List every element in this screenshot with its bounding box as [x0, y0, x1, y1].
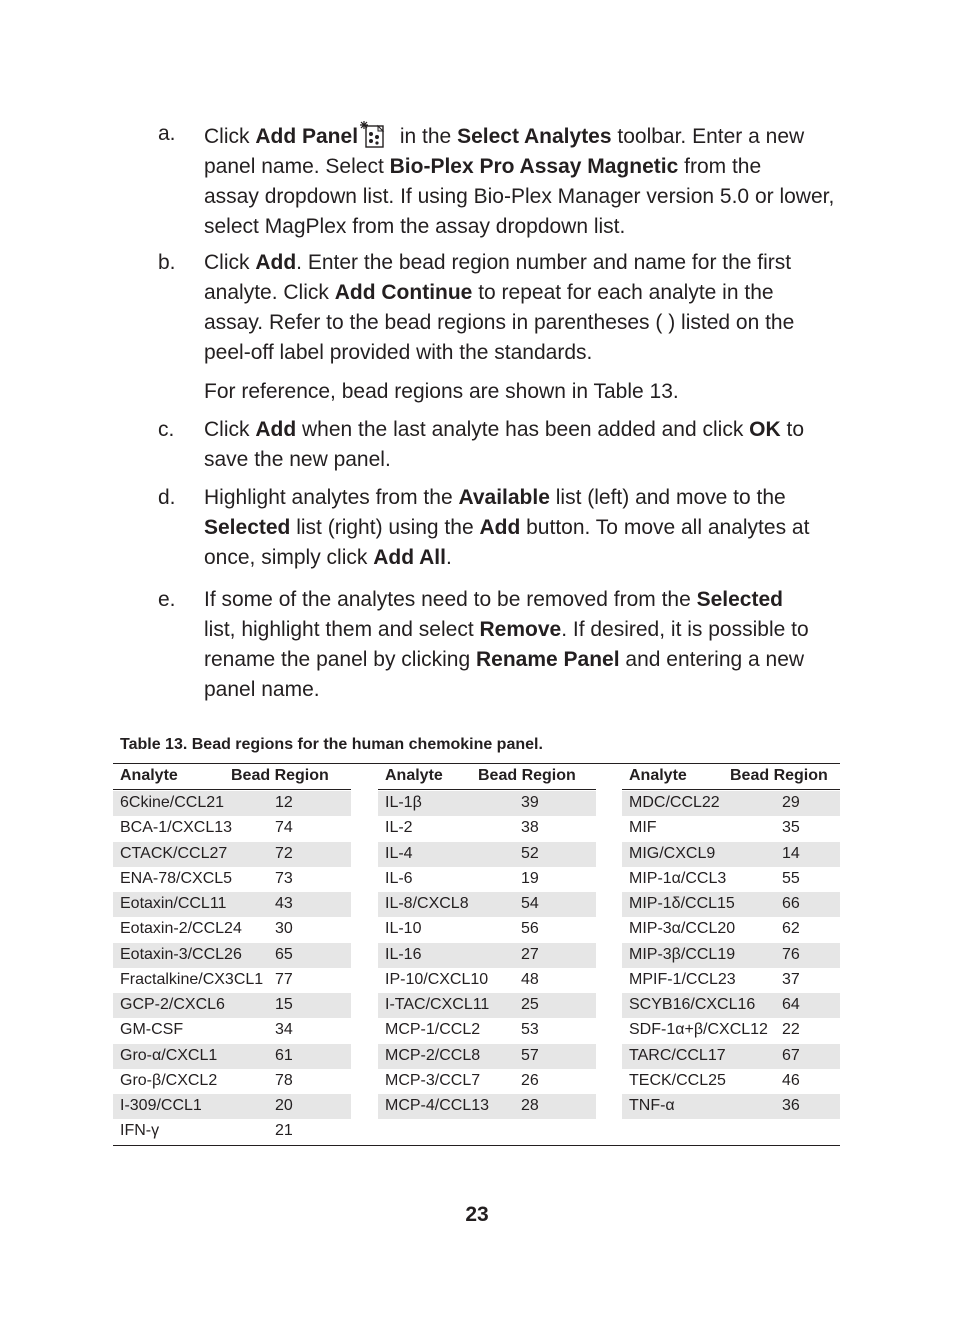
analyte-cell: TNF-α: [629, 1097, 675, 1114]
analyte-cell: SCYB16/CXCL16: [629, 996, 756, 1013]
header-bead-region: Bead Region: [730, 767, 828, 784]
table-row: [113, 1044, 351, 1069]
table-row: [378, 993, 596, 1018]
analyte-cell: MIP-3α/CCL20: [629, 920, 736, 938]
table-row: [113, 943, 351, 968]
bead-region-cell: 67: [782, 1046, 800, 1064]
text-run: Click: [204, 125, 256, 148]
step-line: [204, 338, 844, 368]
analyte-cell: MIP-1α/CCL3: [629, 869, 727, 887]
analyte-cell: IP-10/CXCL10: [385, 970, 489, 988]
table-row: [622, 1018, 840, 1043]
analyte-cell: MIP-3β/CCL19: [629, 945, 736, 963]
analyte-cell: Eotaxin-2/CCL24: [120, 920, 242, 938]
step-text: [204, 377, 844, 407]
step-line: [204, 182, 844, 212]
header-rule: [113, 789, 351, 790]
text-run: Click: [204, 418, 256, 441]
ui-term: OK: [749, 418, 781, 441]
table-row: [378, 867, 596, 892]
table-header: [113, 764, 351, 790]
table-row: [378, 1044, 596, 1069]
ui-term: Bio-Plex Pro Assay Magnetic: [389, 155, 679, 178]
bead-region-cell: 39: [521, 794, 539, 811]
step-line: [204, 483, 844, 513]
analyte-cell: IL-4: [385, 844, 413, 862]
analyte-cell: IL-2: [385, 819, 413, 837]
analyte-cell: TARC/CCL17: [629, 1046, 726, 1064]
text-run: to: [780, 418, 805, 441]
table-row: [378, 943, 596, 968]
analyte-cell: SDF-1α+β/CXCL12: [629, 1021, 768, 1039]
ui-term: Add: [479, 516, 521, 539]
ui-term: Selected: [696, 588, 783, 611]
analyte-cell: Eotaxin/CCL11: [120, 895, 227, 912]
bead-region-cell: 74: [275, 819, 293, 837]
text-run: and entering a new: [619, 648, 805, 671]
table-row: [113, 1018, 351, 1043]
bead-region-cell: 14: [782, 844, 800, 862]
table-row: [113, 968, 351, 993]
ui-term: Available: [458, 486, 550, 509]
table-row: [622, 993, 840, 1018]
bead-region-cell: 22: [782, 1021, 800, 1039]
step-line: [204, 212, 844, 242]
table-row: [113, 892, 351, 917]
step-line: [204, 645, 844, 675]
bead-region-cell: 20: [275, 1097, 293, 1114]
bead-region-cell: 46: [782, 1071, 800, 1089]
table-header: [378, 764, 596, 790]
add-panel-icon: [360, 119, 390, 149]
table-row: [622, 968, 840, 993]
text-run: from the: [678, 155, 762, 178]
analyte-cell: Eotaxin-3/CCL26: [120, 945, 242, 963]
step-letter: e.: [158, 588, 176, 611]
table-row: [622, 1094, 840, 1119]
analyte-cell: GCP-2/CXCL6: [120, 996, 225, 1013]
ui-term: Add Panel: [255, 125, 359, 148]
text-run: save the new panel.: [204, 448, 391, 471]
step-line: [204, 152, 844, 182]
table-row: [378, 968, 596, 993]
text-run: select MagPlex from the assay dropdown list.: [204, 215, 626, 238]
step-line: [204, 445, 844, 475]
analyte-cell: MIP-1δ/CCL15: [629, 895, 735, 912]
bead-region-cell: 66: [782, 895, 800, 912]
text-run: in the: [394, 125, 458, 148]
table-row: [378, 1094, 596, 1119]
table-column-group-1: [113, 764, 351, 1140]
bead-region-cell: 37: [782, 970, 800, 988]
step-text: [204, 248, 844, 368]
text-run: For reference, bead regions are shown in Table 13.: [204, 380, 679, 403]
analyte-cell: IL-16: [385, 945, 422, 963]
text-run: . Enter the bead region number and name for the first: [296, 251, 792, 274]
ui-term: Rename Panel: [476, 648, 620, 671]
analyte-cell: MCP-2/CCL8: [385, 1046, 481, 1064]
table-row: [113, 791, 351, 816]
bead-region-cell: 12: [275, 794, 293, 811]
text-run: once, simply click: [204, 546, 374, 569]
step-line: [204, 415, 844, 445]
analyte-cell: CTACK/CCL27: [120, 844, 228, 862]
table-row: [622, 791, 840, 816]
bead-region-cell: 38: [521, 819, 539, 837]
bead-region-cell: 73: [275, 869, 293, 887]
analyte-cell: I-TAC/CXCL11: [385, 996, 490, 1013]
table-header: [622, 764, 840, 790]
page-number: 23: [465, 1203, 489, 1226]
bead-region-cell: 30: [275, 920, 293, 938]
bead-region-cell: 29: [782, 794, 800, 811]
analyte-cell: IFN-γ: [120, 1122, 160, 1140]
table-row: [378, 842, 596, 867]
analyte-cell: MCP-4/CCL13: [385, 1097, 490, 1114]
text-run: . If desired, it is possible to: [561, 618, 809, 641]
text-run: rename the panel by clicking: [204, 648, 476, 671]
text-run: analyte. Click: [204, 281, 335, 304]
text-run: Click: [204, 251, 256, 274]
step-line: [204, 513, 844, 543]
bead-region-cell: 48: [521, 970, 539, 988]
step-line: [204, 278, 844, 308]
table-row: [622, 842, 840, 867]
table-column-group-2: [378, 764, 596, 1114]
step-line: [204, 308, 844, 338]
bead-region-cell: 28: [521, 1097, 539, 1114]
bead-region-cell: 19: [521, 869, 539, 887]
step-text: [204, 415, 844, 475]
bead-region-cell: 76: [782, 945, 800, 963]
table-row: [622, 892, 840, 917]
bead-region-cell: 65: [275, 945, 293, 963]
header-analyte: Analyte: [385, 767, 443, 784]
text-run: Highlight analytes from the: [204, 486, 459, 509]
text-run: list (left) and move to the: [549, 486, 786, 509]
step-line: [204, 585, 844, 615]
table-row: [622, 1044, 840, 1069]
table-row: [622, 917, 840, 942]
table-row: [113, 917, 351, 942]
step-line: [204, 543, 844, 573]
table-row: [113, 993, 351, 1018]
step-letter: d.: [158, 486, 176, 509]
header-analyte: Analyte: [629, 767, 687, 784]
bead-region-cell: 54: [521, 895, 539, 912]
analyte-cell: IL-1β: [385, 794, 422, 811]
text-run: button. To move all analytes at: [520, 516, 810, 539]
table-row: [113, 842, 351, 867]
header-bead-region: Bead Region: [231, 767, 329, 784]
ui-term: Add: [255, 418, 297, 441]
step-text: [204, 585, 844, 705]
step-letter: c.: [158, 418, 175, 441]
text-run: If some of the analytes need to be removed from the: [204, 588, 697, 611]
step-text: [204, 483, 844, 573]
bead-region-cell: 15: [275, 996, 293, 1013]
step-line: [204, 377, 844, 407]
bead-region-cell: 78: [275, 1071, 293, 1089]
table-row: [113, 1119, 351, 1144]
bead-region-cell: 72: [275, 844, 293, 862]
table-column-group-3: [622, 764, 840, 1114]
analyte-cell: Gro-β/CXCL2: [120, 1071, 218, 1089]
step-letter: a.: [158, 122, 176, 145]
analyte-cell: I-309/CCL1: [120, 1097, 202, 1114]
text-run: to repeat for each analyte in the: [472, 281, 774, 304]
bead-region-cell: 26: [521, 1071, 539, 1089]
table-row: [113, 1094, 351, 1119]
table-row: [622, 1069, 840, 1094]
analyte-cell: 6Ckine/CCL21: [120, 794, 225, 811]
table-row: [622, 816, 840, 841]
table-row: [622, 867, 840, 892]
bead-region-cell: 61: [275, 1046, 293, 1064]
analyte-cell: MPIF-1/CCL23: [629, 970, 736, 988]
bead-region-cell: 27: [521, 945, 539, 963]
ui-term: Add All: [373, 546, 446, 569]
analyte-cell: TECK/CCL25: [629, 1071, 726, 1089]
bead-region-cell: 56: [521, 920, 539, 938]
text-run: .: [445, 546, 452, 569]
ui-term: Add: [255, 251, 297, 274]
analyte-cell: ENA-78/CXCL5: [120, 869, 233, 887]
bead-region-cell: 77: [275, 970, 293, 988]
analyte-cell: MCP-1/CCL2: [385, 1021, 481, 1039]
table-bottom-rule: [113, 1145, 840, 1146]
header-rule: [622, 789, 840, 790]
text-run: assay. Refer to the bead regions in parentheses ( ) listed on the: [204, 311, 795, 334]
analyte-cell: MIF: [629, 819, 657, 837]
text-run: peel-off label provided with the standards.: [204, 341, 593, 364]
analyte-cell: GM-CSF: [120, 1021, 184, 1039]
step-letter: b.: [158, 251, 176, 274]
ui-term: Remove: [479, 618, 562, 641]
text-run: toolbar. Enter a new: [611, 125, 805, 148]
table-caption: Table 13. Bead regions for the human chemokine panel.: [120, 736, 543, 753]
step-line: [204, 675, 844, 705]
analyte-cell: MDC/CCL22: [629, 794, 720, 811]
text-run: list (right) using the: [290, 516, 480, 539]
bead-region-cell: 34: [275, 1021, 293, 1039]
text-run: panel name. Select: [204, 155, 390, 178]
bead-region-cell: 62: [782, 920, 800, 938]
text-run: assay dropdown list. If using Bio-Plex Manager version 5.0 or lower,: [204, 185, 835, 208]
analyte-cell: IL-8/CXCL8: [385, 895, 469, 912]
header-bead-region: Bead Region: [478, 767, 576, 784]
text-run: when the last analyte has been added and click: [296, 418, 750, 441]
analyte-cell: MCP-3/CCL7: [385, 1071, 481, 1089]
bead-region-cell: 21: [275, 1122, 293, 1140]
bead-region-cell: 35: [782, 819, 800, 837]
bead-region-cell: 53: [521, 1021, 539, 1039]
step-text: [204, 119, 844, 242]
bead-region-cell: 52: [521, 844, 539, 862]
table-row: [378, 1018, 596, 1043]
bead-region-cell: 25: [521, 996, 539, 1013]
header-analyte: Analyte: [120, 767, 178, 784]
bead-region-cell: 57: [521, 1046, 539, 1064]
ui-term: Selected: [204, 516, 291, 539]
table-row: [378, 917, 596, 942]
table-row: [622, 943, 840, 968]
text-run: list, highlight them and select: [204, 618, 480, 641]
table-row: [378, 1069, 596, 1094]
analyte-cell: IL-10: [385, 920, 422, 938]
bead-region-cell: 36: [782, 1097, 800, 1114]
table-row: [378, 892, 596, 917]
step-line: [204, 615, 844, 645]
analyte-cell: Gro-α/CXCL1: [120, 1046, 218, 1064]
table-row: [113, 867, 351, 892]
analyte-cell: Fractalkine/CX3CL1: [120, 970, 264, 988]
text-run: panel name.: [204, 678, 320, 701]
table-row: [378, 791, 596, 816]
bead-region-cell: 64: [782, 996, 800, 1013]
step-line: [204, 119, 844, 152]
analyte-cell: BCA-1/CXCL13: [120, 819, 233, 837]
table-row: [113, 1069, 351, 1094]
table-row: [113, 816, 351, 841]
analyte-cell: IL-6: [385, 869, 413, 887]
ui-term: Select Analytes: [457, 125, 612, 148]
bead-region-cell: 43: [275, 895, 293, 912]
analyte-cell: MIG/CXCL9: [629, 844, 716, 862]
bead-region-cell: 55: [782, 869, 800, 887]
table-row: [378, 816, 596, 841]
ui-term: Add Continue: [334, 281, 473, 304]
header-rule: [378, 789, 596, 790]
step-line: [204, 248, 844, 278]
